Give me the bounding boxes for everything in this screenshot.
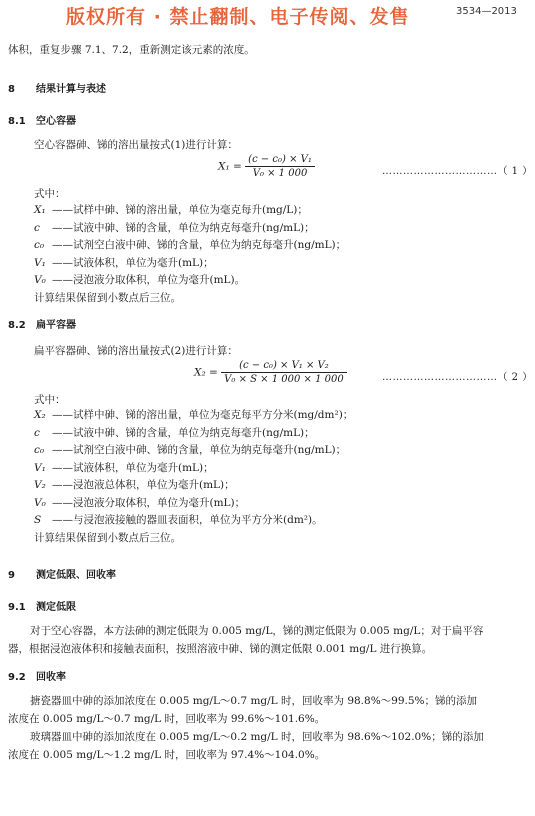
result-note: 计算结果保留到小数点后三位。 <box>34 291 181 304</box>
formula-denominator: V₀ × 1 000 <box>252 168 308 179</box>
formula-2-number: ……………………………（ 2 ） <box>382 372 533 383</box>
definition-text: ——浸泡液分取体积，单位为毫升(mL)。 <box>52 274 246 286</box>
formula-numerator: (c − c₀) × V₁ <box>245 154 315 167</box>
top-line: 体积，重复步骤 7.1、7.2，重新测定该元素的浓度。 <box>8 44 255 56</box>
section-9-heading <box>8 566 116 581</box>
definition-text: ——试剂空白液中砷、锑的含量，单位为纳克每毫升(ng/mL)； <box>52 239 347 251</box>
definition-list-1 <box>34 202 346 307</box>
formula-1-number: ……………………………（ 1 ） <box>382 166 533 177</box>
definition-symbol: c₀ <box>34 239 45 251</box>
definition-symbol: V₂ <box>34 479 46 491</box>
definition-text: ——试液中砷、锑的含量，单位为纳克每毫升(ng/mL)； <box>52 221 315 234</box>
formula-fraction <box>245 154 315 179</box>
definition-symbol: X₂ <box>34 409 46 421</box>
detection-limit-paragraph: 对于空心容器，本方法砷的测定低限为 0.005 mg/L，锑的测定低限为 0.005 mg/L；对于扁平容器，根据浸泡液体积和接触表面积，按照溶液中砷、锑的测定低限 0.001 mg/L 进行换算。 <box>8 625 484 655</box>
definition-item <box>34 477 353 495</box>
definition-symbol: c₀ <box>34 444 45 456</box>
recovery-paragraph-enamel: 搪瓷器皿中砷的添加浓度在 0.005 mg/L～0.7 mg/L 时，回收率为 98.8%～99.5%；锑的添加浓度在 0.005 mg/L～0.7 mg/L 时，回收率为 99.6%～101.6%。 <box>8 695 478 725</box>
definition-text: ——试样中砷、锑的溶出量，单位为毫克每升(mg/L)； <box>52 204 308 216</box>
definition-text: ——与浸泡液接触的器皿表面积，单位为平方分米(dm²)。 <box>52 514 323 526</box>
section-number: 8.2 <box>8 320 26 331</box>
definition-item <box>34 512 353 530</box>
definition-text: ——试液体积，单位为毫升(mL)； <box>52 461 214 474</box>
definition-symbol: V₁ <box>34 461 46 474</box>
definition-text: ——浸泡液总体积，单位为毫升(mL)； <box>52 479 235 491</box>
section-title: 测定低限、回收率 <box>36 570 116 581</box>
section-title: 空心容器 <box>36 116 76 127</box>
where-label: 式中： <box>34 188 66 200</box>
formula-1 <box>218 154 315 179</box>
definition-item <box>34 407 353 425</box>
definition-item <box>34 495 353 513</box>
section-title: 测定低限 <box>36 602 76 613</box>
watermark-banner: 版权所有 · 禁止翻制、电子传阅、发售 <box>66 6 410 28</box>
definition-item <box>34 220 346 238</box>
definition-item <box>34 425 353 443</box>
definition-item <box>34 272 346 290</box>
section-number: 9.2 <box>8 672 26 683</box>
definition-text: ——试液体积，单位为毫升(mL)； <box>52 256 214 269</box>
section-number: 9.1 <box>8 602 26 613</box>
definition-item <box>34 442 353 460</box>
section-number: 8.1 <box>8 116 26 127</box>
section-8-2-heading <box>8 316 76 331</box>
section-8-1-heading <box>8 112 76 127</box>
definition-text: ——浸泡液分取体积，单位为毫升(mL)； <box>52 496 246 509</box>
definition-text: ——试剂空白液中砷、锑的含量，单位为纳克每毫升(ng/mL)； <box>52 444 347 456</box>
definition-symbol: X₁ <box>34 204 46 216</box>
formula-1-intro: 空心容器砷、锑的溶出量按式(1)进行计算： <box>34 139 238 151</box>
section-9-2-heading <box>8 668 66 683</box>
formula-lhs: X₁ = <box>218 160 242 173</box>
section-title: 扁平容器 <box>36 320 76 331</box>
definition-text: ——试液中砷、锑的含量，单位为纳克每毫升(ng/mL)； <box>52 426 315 439</box>
formula-fraction <box>221 360 347 385</box>
definition-symbol: S <box>34 514 42 526</box>
section-title: 结果计算与表述 <box>36 84 106 95</box>
formula-2-intro: 扁平容器砷、锑的溶出量按式(2)进行计算： <box>34 345 238 357</box>
definition-item <box>34 460 353 478</box>
formula-denominator: V₀ × S × 1 000 × 1 000 <box>224 374 344 385</box>
definition-list-2 <box>34 407 353 547</box>
definition-item <box>34 237 346 255</box>
definition-symbol: V₀ <box>34 274 46 286</box>
definition-symbol: V₁ <box>34 256 46 269</box>
section-title: 回收率 <box>36 672 66 683</box>
definition-symbol: c <box>34 426 40 439</box>
where-label: 式中： <box>34 394 66 406</box>
definition-item <box>34 202 346 220</box>
recovery-paragraph-glass: 玻璃器皿中砷的添加浓度在 0.005 mg/L～0.2 mg/L 时，回收率为 98.6%～102.0%；锑的添加浓度在 0.005 mg/L～1.2 mg/L 时，回收率为 97.4%～104.0%。 <box>8 731 484 761</box>
result-note: 计算结果保留到小数点后三位。 <box>34 531 181 544</box>
formula-numerator: (c − c₀) × V₁ × V₂ <box>221 360 347 373</box>
formula-2 <box>194 360 347 385</box>
definition-symbol: V₀ <box>34 496 46 509</box>
section-9-1-heading <box>8 598 76 613</box>
definition-symbol: c <box>34 221 40 234</box>
section-number: 9 <box>8 570 15 581</box>
definition-text: ——试样中砷、锑的溶出量，单位为毫克每平方分米(mg/dm²)； <box>52 409 354 421</box>
standard-number: 3534—2013 <box>456 6 517 17</box>
definition-item <box>34 255 346 273</box>
section-number: 8 <box>8 84 15 95</box>
formula-lhs: X₂ = <box>194 366 218 379</box>
section-8-heading <box>8 80 106 95</box>
